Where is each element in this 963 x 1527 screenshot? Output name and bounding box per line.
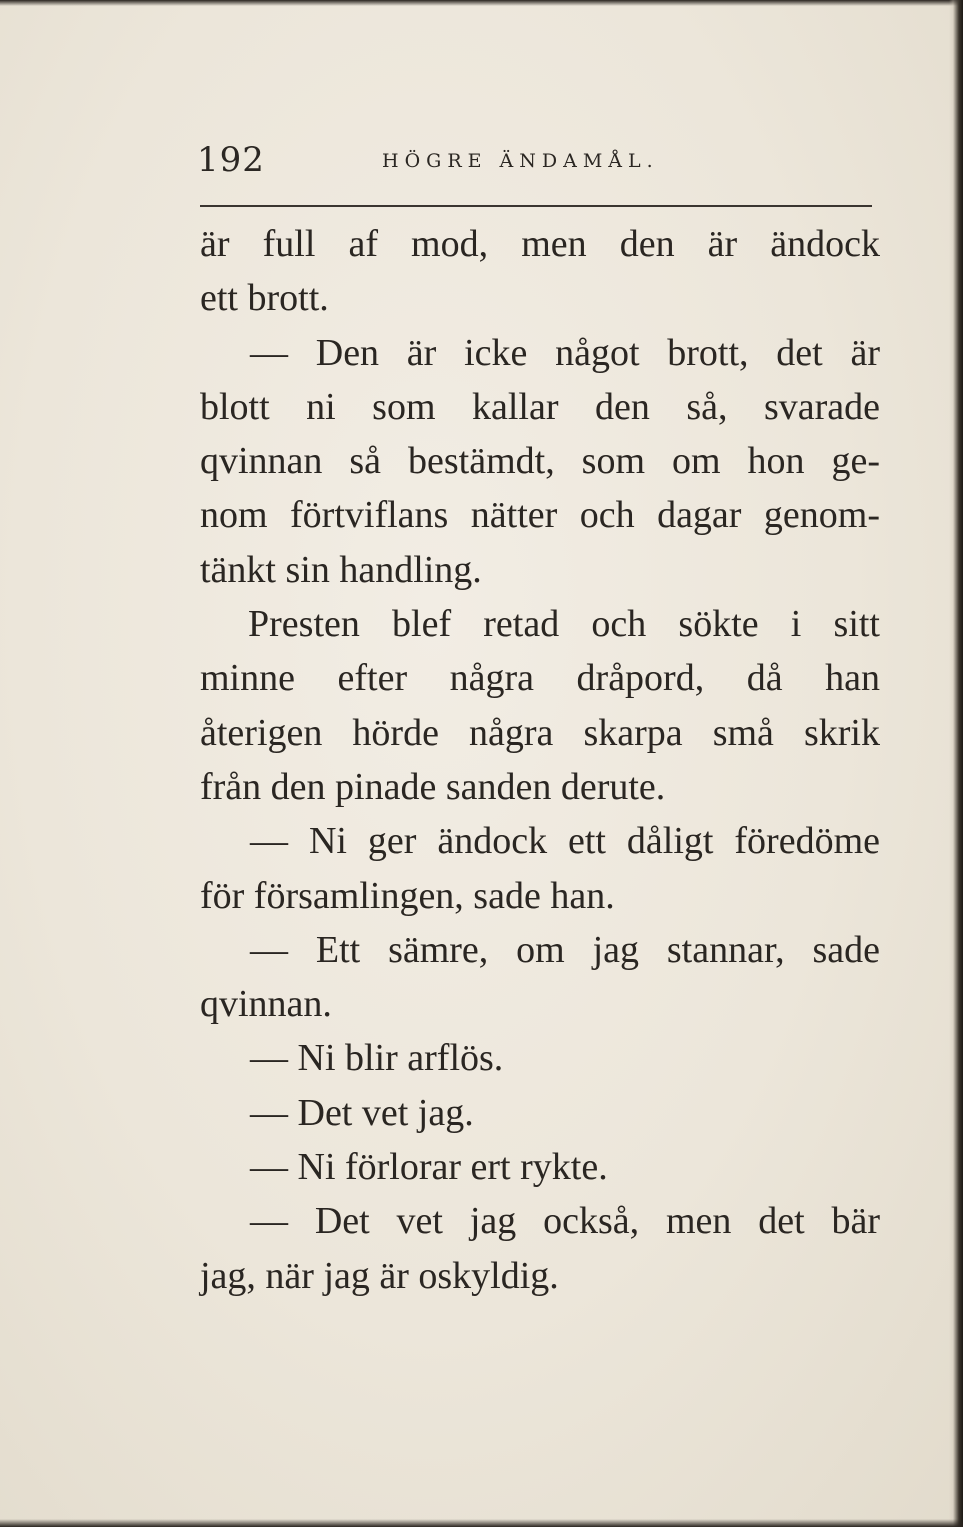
text-line: från den pinade sanden derute. [200, 765, 666, 808]
body-text [200, 217, 880, 1303]
page-edge-right [949, 0, 963, 1527]
running-header [197, 140, 877, 186]
text-line: — Det vet jag. [250, 1091, 474, 1134]
text-line: blott ni som kallar den så, svarade [200, 385, 880, 428]
text-line: — Ni förlorar ert rykte. [250, 1146, 608, 1189]
text-line: nom förtviflans nätter och dagar genom- [200, 494, 880, 537]
text-line: — Den är icke något brott, det är [250, 331, 880, 374]
text-line: minne efter några dråpord, då han [200, 657, 880, 700]
text-line: Presten blef retad och sökte i sitt [248, 603, 880, 646]
running-title: HÖGRE ÄNDAMÅL. [382, 150, 659, 172]
text-line: tänkt sin handling. [200, 548, 482, 591]
text-line: — Ni blir arflös. [250, 1037, 504, 1080]
text-line: återigen hörde några skarpa små skrik [200, 711, 880, 754]
text-line: jag, när jag är oskyldig. [200, 1254, 559, 1297]
page-edge-bottom [0, 1519, 963, 1527]
text-line: — Det vet jag också, men det bär [250, 1200, 880, 1243]
text-line: — Ni ger ändock ett dåligt föredöme [250, 820, 880, 863]
text-line: för församlingen, sade han. [200, 874, 615, 917]
text-line: är full af mod, men den är ändock [200, 223, 880, 265]
text-line: qvinnan så bestämdt, som om hon ge- [200, 440, 880, 483]
page-number: 192 [197, 140, 265, 180]
text-line: ett brott. [200, 277, 329, 320]
text-line: — Ett sämre, om jag stannar, sade [250, 928, 880, 971]
header-rule [200, 205, 872, 207]
text-line: qvinnan. [200, 983, 332, 1026]
page-edge-top [0, 0, 963, 6]
